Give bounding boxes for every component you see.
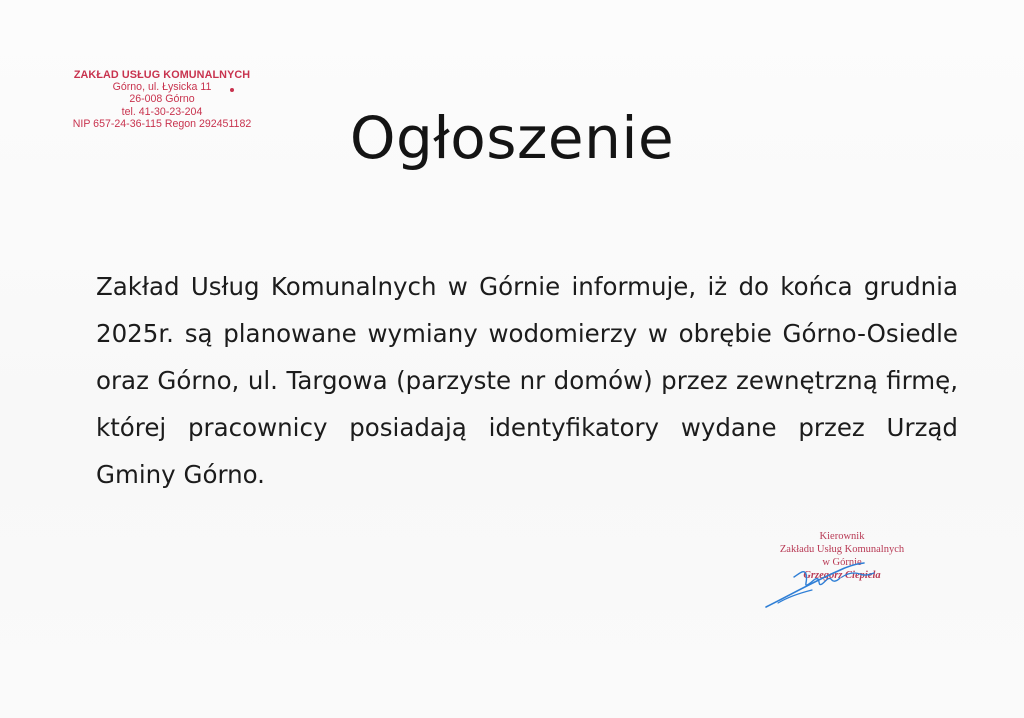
stamp-dot bbox=[230, 88, 234, 92]
signature-name: Grzegorz Ciepiela bbox=[803, 570, 881, 581]
stamp-phone: tel. 41-30-23-204 bbox=[121, 105, 203, 118]
handwritten-signature bbox=[760, 555, 890, 613]
stamp-company-name: ZAKŁAD USŁUG KOMUNALNYCH bbox=[73, 69, 251, 81]
announcement-body: Zakład Usług Komunalnych w Górnie informuje, iż do końca grudnia 2025r. są planowane wymiany wodomierzy w obrębie Górno-Osiedle oraz Górno, ul. Targowa (parzyste nr domów) przez zewnętrzną firmę, której pracownicy posiadają identyfikatory wydane przez Urząd Gminy Górno. bbox=[96, 272, 958, 489]
stamp-postal-code: 26-008 Górno bbox=[129, 93, 195, 106]
signature-place: w Górnie bbox=[822, 557, 862, 568]
stamp-address: Górno, ul. Łysicka 11 bbox=[112, 81, 212, 94]
signature-organization: Zakładu Usług Komunalnych bbox=[779, 544, 905, 555]
stamp-tax-ids: NIP 657-24-36-115 Regon 292451182 bbox=[72, 117, 252, 130]
document-title: Ogłoszenie bbox=[349, 104, 675, 172]
signature-role: Kierownik bbox=[819, 531, 865, 542]
